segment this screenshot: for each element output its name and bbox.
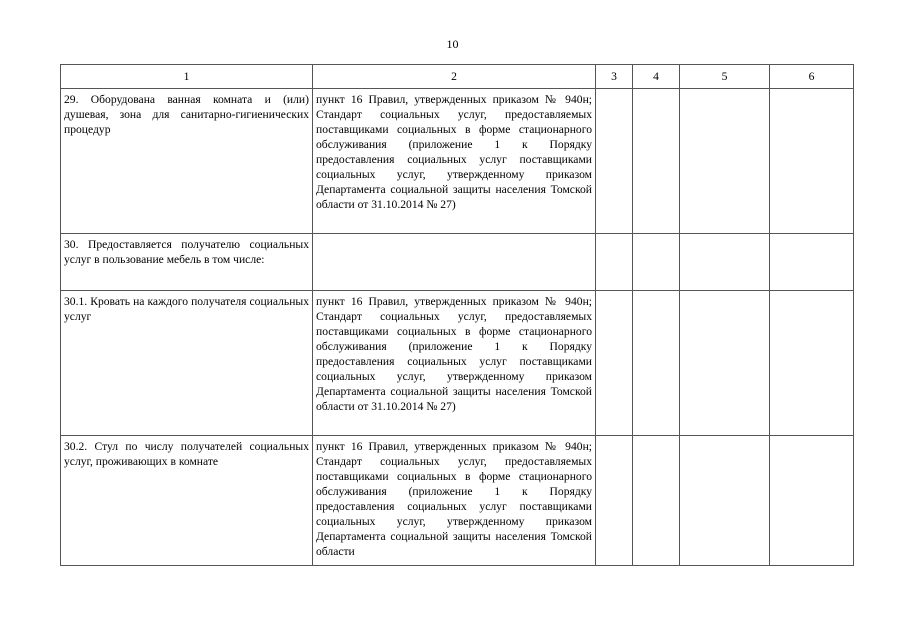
requirement-text: 30.2. Стул по числу получателей социальных услуг, проживающих в комнате	[64, 440, 309, 468]
table-cell-5	[680, 234, 770, 291]
table-cell-4	[633, 291, 680, 436]
basis-cell	[313, 291, 596, 436]
table-cell-5	[680, 436, 770, 566]
basis-cell	[313, 89, 596, 234]
table-row	[61, 436, 854, 566]
basis-cell	[313, 436, 596, 566]
basis-text: пункт 16 Правил, утвержденных приказом № 940н; Стандарт социальных услуг, предоставляемых поставщиками социальных в форме стационарного обслуживания (приложение 1 к Порядку предоставления социальных услуг поставщиками социальных услуг, утвержденному приказом Департамента социальной защиты населения Томской области	[316, 440, 592, 558]
column-header-4: 4	[633, 65, 680, 89]
table-cell-6	[770, 89, 854, 234]
table-cell-4	[633, 436, 680, 566]
table-header-row	[61, 65, 854, 89]
table-row	[61, 291, 854, 436]
requirement-cell	[61, 234, 313, 291]
table-cell-3	[596, 436, 633, 566]
table-row	[61, 234, 854, 291]
requirement-text: 30. Предоставляется получателю социальных услуг в пользование мебель в том числе:	[64, 238, 309, 266]
basis-text: пункт 16 Правил, утвержденных приказом № 940н; Стандарт социальных услуг, предоставляемых поставщиками социальных в форме стационарного обслуживания (приложение 1 к Порядку предоставления социальных услуг поставщиками социальных услуг, утвержденному приказом Департамента социальной защиты населения Томской области от 31.10.2014 № 27)	[316, 295, 592, 413]
requirement-cell	[61, 436, 313, 566]
table-cell-3	[596, 291, 633, 436]
table-cell-5	[680, 89, 770, 234]
table-cell-5	[680, 291, 770, 436]
table-cell-3	[596, 234, 633, 291]
table-cell-4	[633, 89, 680, 234]
table-cell-3	[596, 89, 633, 234]
column-header-2: 2	[313, 65, 596, 89]
requirement-text: 30.1. Кровать на каждого получателя социальных услуг	[64, 295, 309, 323]
column-header-6: 6	[770, 65, 854, 89]
page-number: 10	[446, 37, 459, 51]
basis-cell	[313, 234, 596, 291]
table-cell-6	[770, 291, 854, 436]
column-header-1: 1	[61, 65, 313, 89]
column-header-3: 3	[596, 65, 633, 89]
table-cell-6	[770, 234, 854, 291]
column-header-5: 5	[680, 65, 770, 89]
table-cell-4	[633, 234, 680, 291]
requirement-text: 29. Оборудована ванная комната и (или) душевая, зона для санитарно-гигиенических процедур	[64, 93, 309, 136]
requirement-cell	[61, 291, 313, 436]
table-row	[61, 89, 854, 234]
basis-text: пункт 16 Правил, утвержденных приказом № 940н; Стандарт социальных услуг, предоставляемых поставщиками социальных в форме стационарного обслуживания (приложение 1 к Порядку предоставления социальных услуг поставщиками социальных услуг, утвержденному приказом Департамента социальной защиты населения Томской области от 31.10.2014 № 27)	[316, 93, 592, 211]
requirements-table	[60, 64, 854, 566]
table-cell-6	[770, 436, 854, 566]
requirement-cell	[61, 89, 313, 234]
